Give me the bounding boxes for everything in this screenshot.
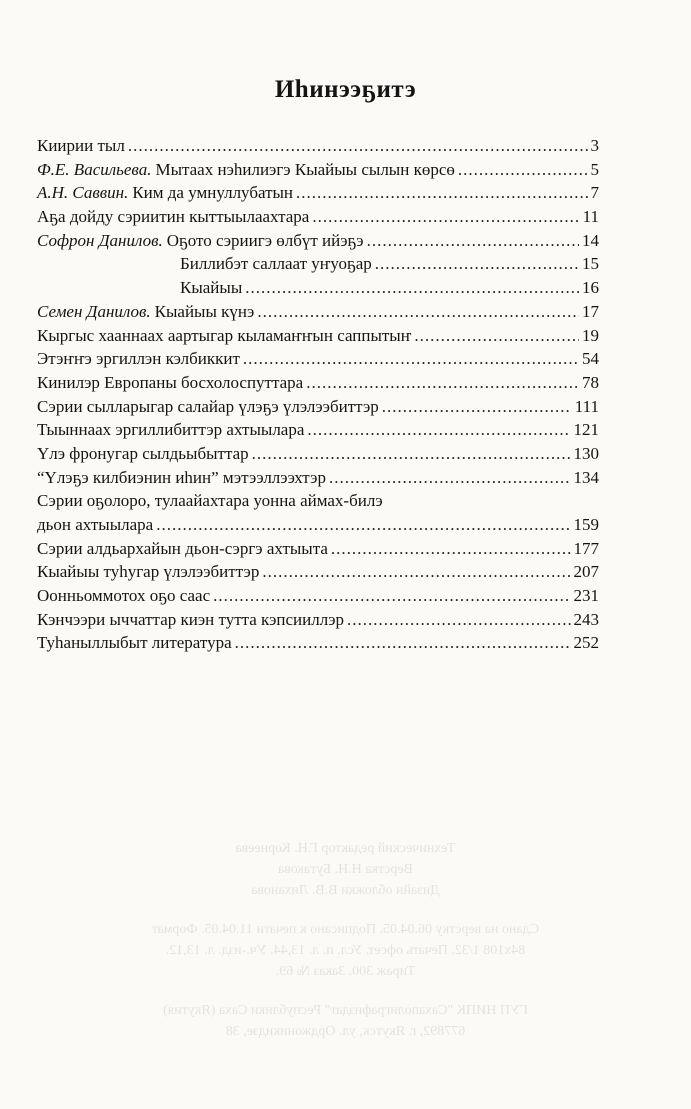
toc-entry-title: [37, 560, 259, 584]
toc-entry: [37, 371, 599, 395]
toc-entry-page: 16: [582, 278, 599, 298]
toc-entry-page: 134: [573, 467, 599, 487]
toc-entry-title: [180, 252, 372, 276]
dot-leader: [331, 537, 571, 561]
toc-entry-text: Этэҥҥэ эргиллэн кэлбиккит: [37, 349, 240, 369]
imprint-line: Сдано на верстку 06.04.05. Подписано к печати 11.04.05. Формат: [151, 922, 540, 937]
toc-entry: [37, 276, 599, 300]
imprint-line: Дизайн обложки В.В. Лиханова: [251, 883, 440, 898]
toc-entry-page: 121: [573, 420, 599, 440]
toc-entry: [37, 181, 599, 205]
toc-entry: [37, 466, 599, 490]
toc-entry-title: [37, 347, 240, 371]
toc-entry-text: Сэрии сылларыгар салайар үлэҕэ үлэлээбиттэр: [37, 396, 379, 416]
imprint-line: Верстка Н.Н. Бутакова: [278, 862, 413, 877]
toc-entry-page: 7: [590, 183, 599, 203]
dot-leader: [262, 560, 570, 584]
toc-entry: [37, 537, 599, 561]
toc-entry-page: 78: [582, 372, 599, 392]
imprint-line: 677892, г. Якутск, ул. Орджоникидзе, 38: [225, 1024, 466, 1039]
dot-leader: [213, 584, 570, 608]
toc-entry-text: Аҕа дойду сэриитин кыттыылаахтара: [37, 207, 310, 227]
dot-leader: [367, 229, 579, 253]
dot-leader: [375, 252, 579, 276]
dot-leader: [235, 631, 571, 655]
toc-entry-title: [37, 229, 364, 253]
toc-entry-page: 177: [573, 538, 599, 558]
toc-entry-page: 130: [573, 443, 599, 463]
toc-entry-author: А.Н. Саввин.: [37, 183, 129, 203]
toc-entry-page: 111: [574, 396, 599, 416]
toc-entry: [37, 608, 599, 632]
toc-entry-page: 3: [590, 136, 599, 155]
toc-entry-author: Семен Данилов.: [37, 301, 151, 321]
toc-entry-text: Оҕото сэриигэ өлбүт ийэҕэ: [166, 230, 364, 250]
toc-entry: [37, 229, 599, 253]
toc-entry-title: [37, 584, 210, 608]
imprint-show-through: [0, 838, 691, 1042]
toc-entry-text: Кыайыы: [180, 278, 243, 298]
toc-entry-text: “Үлэҕэ килбиэнин иһин” мэтээллээхтэр: [37, 467, 326, 487]
toc-entry-title: [37, 418, 304, 442]
dot-leader: [458, 158, 588, 182]
toc-entry-page: 231: [573, 586, 599, 606]
toc-entry-page: 14: [582, 230, 599, 250]
imprint-line: 84x108 1/32. Печать офсет. Усл. п. л. 13,44. Уч.-изд. л. 13,12.: [165, 943, 526, 958]
toc-entry-page: 15: [582, 254, 599, 274]
toc-entry: [37, 418, 599, 442]
toc-entry-title: [37, 631, 232, 655]
page-title: Иһинээҕитэ: [274, 76, 417, 103]
dot-leader: [156, 513, 570, 537]
toc-entry-title: [37, 395, 379, 419]
toc-entry-text: Биллибэт саллаат уҥуоҕар: [180, 254, 372, 274]
imprint-line: Технический редактор Г.Н. Корнеева: [235, 841, 456, 856]
toc-entry-title: [37, 489, 383, 513]
dot-leader: [252, 442, 571, 466]
toc-entry: [37, 560, 599, 584]
dot-leader: [257, 300, 579, 324]
dot-leader: [347, 608, 571, 632]
dot-leader: [382, 395, 572, 419]
toc-entry-page: 5: [590, 159, 599, 179]
toc-entry-title: [37, 324, 411, 348]
toc-entry-page: 243: [573, 609, 599, 629]
toc-entry-page: 17: [582, 301, 599, 321]
dot-leader: [243, 347, 579, 371]
toc-entry-text: Сэрии оҕолоро, тулаайахтара уонна аймах-билэ: [37, 491, 383, 511]
toc-entry-text: Туһаныллыбыт литература: [37, 633, 232, 653]
toc-entry-title: [180, 276, 242, 300]
toc-entry-text: Тыыннаах эргиллибиттэр ахтыылара: [37, 420, 305, 440]
dot-leader: [296, 181, 587, 205]
toc-entry-text: Киирии тыл: [37, 136, 125, 155]
toc-entry: [37, 134, 599, 158]
toc-entry-title: [37, 181, 293, 205]
toc-entry-text: Ким да умнуллубатын: [132, 183, 294, 203]
toc-entry-page: 207: [573, 562, 599, 582]
toc-entry-title: [37, 608, 344, 632]
toc-entry-text: Кэнчээри ыччаттар киэн тутта кэпсииллэр: [37, 609, 344, 629]
toc-entry-title: [37, 300, 254, 324]
toc-entry-text: дьон ахтыылара: [37, 515, 154, 534]
toc-entry-title: [37, 158, 455, 182]
toc-entry: [37, 324, 599, 348]
toc-entry: [37, 442, 599, 466]
dot-leader: [329, 466, 571, 490]
toc-entry-author: Ф.Е. Васильева.: [37, 159, 152, 179]
dot-leader: [307, 418, 570, 442]
toc-entry-text: Кыргыс хааннаах аартыгар кыламаҥҥын саппытыҥ: [37, 325, 412, 345]
toc-entry-title: [37, 371, 303, 395]
toc-entry-title: [37, 513, 153, 537]
toc-entry: [37, 631, 599, 655]
toc-entry-title: [37, 466, 326, 490]
toc-entry-title: [37, 442, 249, 466]
imprint-line: Тираж 300. Заказ № 69.: [275, 964, 416, 979]
toc-entry: [37, 300, 599, 324]
toc-entry-page: 19: [582, 325, 599, 345]
toc-entry: [37, 158, 599, 182]
toc-entry-text: Кинилэр Европаны босхолоспуттара: [37, 372, 304, 392]
toc-entry: [37, 489, 599, 513]
toc-entry-title: [37, 205, 309, 229]
toc-entry: [37, 395, 599, 419]
toc-entry-text: Мытаах нэһилиэгэ Кыайыы сылын көрсө: [155, 159, 455, 179]
toc-entry-title: [37, 537, 328, 561]
toc-entry: [37, 347, 599, 371]
toc-entry-text: Оонньоммотох оҕо саас: [37, 586, 211, 606]
toc-entry: [37, 205, 599, 229]
dot-leader: [414, 324, 579, 348]
toc-entry-page: 159: [573, 515, 599, 534]
dot-leader: [306, 371, 579, 395]
toc-entry-text: Кыайыы күнэ: [154, 301, 255, 321]
toc-entry-text: Үлэ фронугар сылдьыбыттар: [37, 443, 249, 463]
dot-leader: [312, 205, 579, 229]
toc-entry-page: 252: [573, 633, 599, 653]
dot-leader: [128, 134, 588, 158]
dot-leader: [245, 276, 579, 300]
toc-entry: [37, 513, 599, 537]
toc-entry-author: Софрон Данилов.: [37, 230, 163, 250]
toc-entry-title: [37, 134, 125, 158]
toc-entry-page: 11: [582, 207, 599, 227]
toc-entry: [37, 252, 599, 276]
toc-entry: [37, 584, 599, 608]
toc-entry-text: Сэрии алдьархайын дьон-сэргэ ахтыыта: [37, 538, 328, 558]
toc-entry-page: 54: [582, 349, 599, 369]
toc-entry-text: Кыайыы туһугар үлэлээбиттэр: [37, 562, 260, 582]
imprint-line: ГУП НИПК "Сахаполиграфиздат" Республики Саха (Якутия): [163, 1003, 528, 1018]
table-of-contents: [37, 134, 599, 655]
